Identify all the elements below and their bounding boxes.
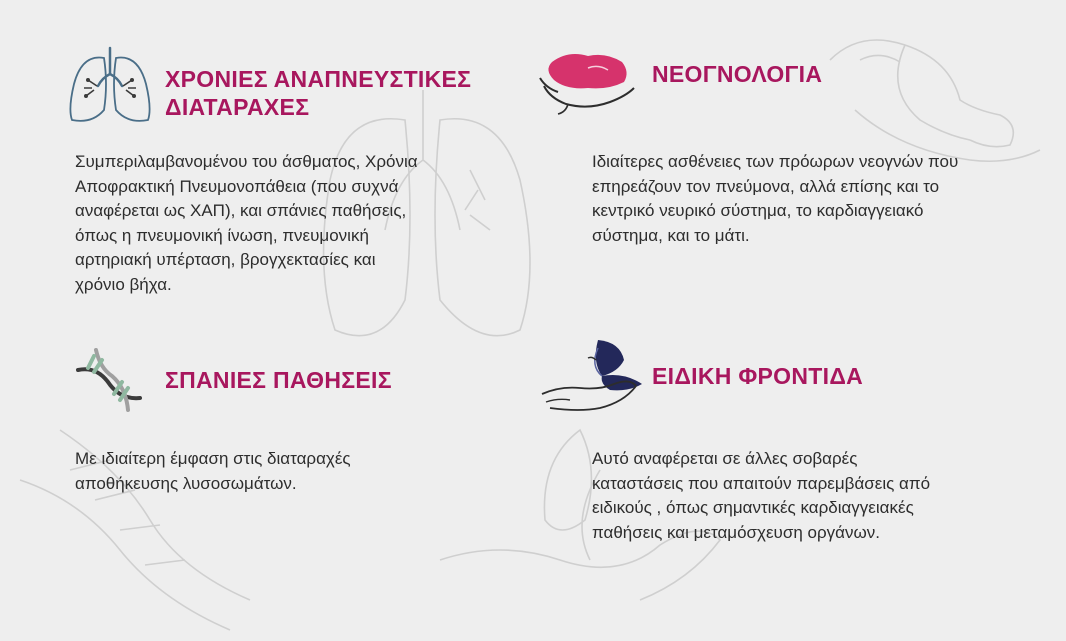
section-description: Ιδιαίτερες ασθένειες των πρόωρων νεογνών που επηρεάζουν τον πνεύμονα, αλλά επίσης και το κεντρικό νευρικό σύστημα, το καρδιαγγειακό σύστημα, και το μάτι. — [592, 152, 959, 245]
section-title: ΕΙΔΙΚΗ ΦΡΟΝΤΙΔΑ — [652, 363, 864, 389]
lungs-icon — [64, 44, 156, 129]
baby-in-hand-icon — [538, 48, 638, 123]
baby-watermark-icon — [830, 40, 1040, 161]
section-title: ΣΠΑΝΙΕΣ ΠΑΘΗΣΕΙΣ — [165, 367, 392, 393]
section-title: ΧΡΟΝΙΕΣ ΑΝΑΠΝΕΥΣΤΙΚΕΣ ΔΙΑΤΑΡΑΧΕΣ — [165, 66, 472, 120]
section-description: Αυτό αναφέρεται σε άλλες σοβαρές καταστάσεις που απαιτούν παρεμβάσεις από ειδικούς , όπως σημαντικές καρδιαγγειακές παθήσεις και μεταμόσχευση οργάνων. — [592, 449, 931, 542]
butterfly-hand-icon — [540, 336, 650, 421]
section-title: ΝΕΟΓΝΟΛΟΓΙΑ — [652, 61, 823, 87]
section-description: Συμπεριλαμβανομένου του άσθματος, Χρόνια Αποφρακτική Πνευμονοπάθεια (που συχνά αναφέρεται ως ΧΑΠ), και σπάνιες παθήσεις, όπως η πνευμονική ίνωση, πνευμονική αρτηριακή υπέρταση, βρογχεκτασίες και χρόνιο βήχα. — [75, 152, 418, 294]
dna-icon — [74, 346, 146, 423]
section-description: Με ιδιαίτερη έμφαση στις διαταραχές αποθήκευσης λυσοσωμάτων. — [75, 449, 351, 493]
